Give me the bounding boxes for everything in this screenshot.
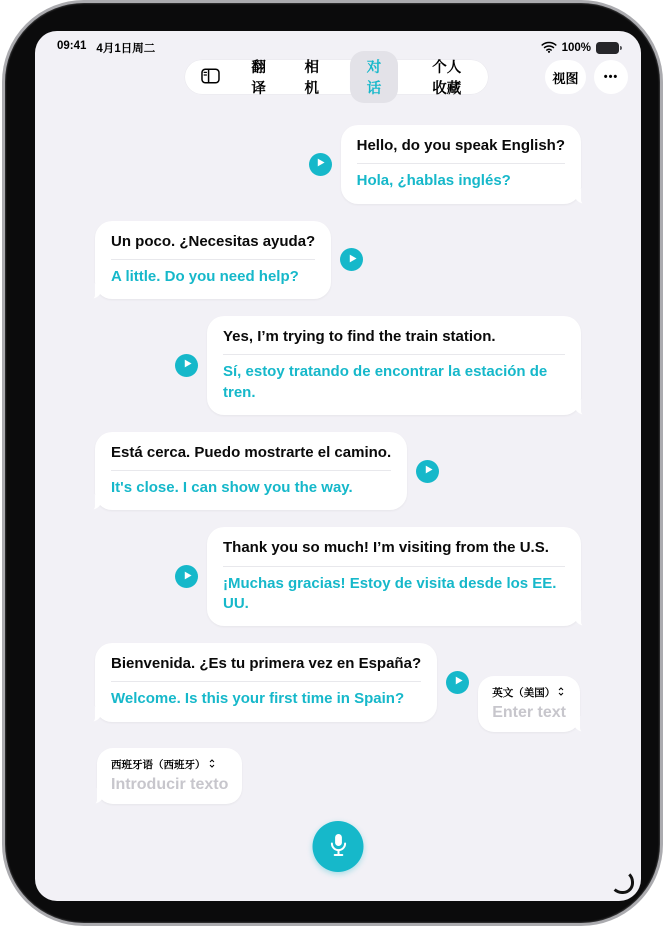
message-translation-text: ¡Muchas gracias! Estoy de visita desde los EE. UU. <box>223 574 557 612</box>
message-bubble[interactable] <box>95 221 331 300</box>
language-selector-english[interactable] <box>492 685 566 700</box>
message-bubble[interactable] <box>341 125 581 204</box>
play-audio-button[interactable] <box>175 354 198 377</box>
bubble-divider <box>111 470 391 471</box>
play-icon <box>421 463 435 479</box>
play-icon <box>180 357 194 373</box>
play-icon <box>180 569 194 585</box>
chevron-up-down-icon <box>558 687 564 699</box>
bubble-divider <box>111 681 421 682</box>
clock-time: 09:41 <box>57 40 87 52</box>
play-audio-button[interactable] <box>416 460 439 483</box>
language-label: 英文（美国） <box>492 687 556 699</box>
play-audio-button[interactable] <box>309 153 332 176</box>
conversation-list <box>35 125 641 722</box>
message-translation-text: A little. Do you need help? <box>111 267 299 285</box>
message-source-text: Hello, do you speak English? <box>356 137 565 154</box>
corner-ornament <box>610 870 634 894</box>
date-text: 4月1日周二 <box>96 43 156 55</box>
message-bubble[interactable] <box>207 316 581 415</box>
message-source-text: Bienvenida. ¿Es tu primera vez en España? <box>111 655 422 672</box>
message-translation-text: Sí, estoy tratando de encontrar la estación de tren. <box>223 363 548 401</box>
battery-icon <box>596 42 619 54</box>
view-button[interactable]: 视图 <box>545 60 586 94</box>
chevron-up-down-icon <box>209 759 215 771</box>
message-row <box>95 316 581 415</box>
dictate-button[interactable] <box>313 821 364 872</box>
message-row <box>95 221 581 300</box>
message-source-text: Un poco. ¿Necesitas ayuda? <box>111 232 316 250</box>
bubble-divider <box>223 354 565 355</box>
input-placeholder: Introducir texto <box>111 776 229 793</box>
message-row <box>95 527 581 626</box>
microphone-icon <box>326 832 350 861</box>
mode-segmented-control <box>185 60 488 97</box>
message-row <box>95 432 581 511</box>
language-label: 西班牙语（西班牙） <box>111 759 206 771</box>
play-audio-button[interactable] <box>446 671 469 694</box>
language-selector-spanish[interactable] <box>111 757 228 772</box>
message-translation-text: Welcome. Is this your first time in Spain? <box>111 690 405 708</box>
status-bar <box>35 39 641 57</box>
tab-conversation[interactable]: 对话 <box>350 51 397 103</box>
play-audio-button[interactable] <box>175 565 198 588</box>
message-translation-text: It's close. I can show you the way. <box>111 479 353 496</box>
ipad-device-frame <box>2 0 663 926</box>
toolbar <box>35 60 641 97</box>
message-source-text: Thank you so much! I’m visiting from the U.S. <box>223 539 549 557</box>
tab-favorites[interactable]: 个人收藏 <box>422 51 472 103</box>
wifi-icon <box>541 41 557 56</box>
message-row <box>95 125 581 204</box>
play-audio-button[interactable] <box>340 248 363 271</box>
message-bubble[interactable] <box>207 527 581 626</box>
message-source-text: Yes, I’m trying to find the train station. <box>223 328 496 345</box>
battery-percent: 100% <box>561 42 591 54</box>
message-translation-text: Hola, ¿hablas inglés? <box>356 172 511 190</box>
more-options-button[interactable]: ••• <box>594 60 628 94</box>
play-icon <box>345 252 359 268</box>
sidebar-icon <box>201 68 220 87</box>
sidebar-toggle-button[interactable] <box>201 68 220 87</box>
play-icon <box>451 674 465 690</box>
input-placeholder: Enter text <box>492 704 566 721</box>
translate-app-screen <box>35 31 641 901</box>
bubble-divider <box>111 259 315 260</box>
text-input-english[interactable] <box>478 676 580 732</box>
bubble-divider <box>357 163 565 164</box>
tab-translate[interactable]: 翻译 <box>244 51 273 103</box>
message-bubble[interactable] <box>95 432 407 511</box>
text-input-spanish[interactable] <box>97 748 242 804</box>
bubble-divider <box>223 566 565 567</box>
message-bubble[interactable] <box>95 643 437 722</box>
play-icon <box>313 156 327 172</box>
tab-camera[interactable]: 相机 <box>297 51 326 103</box>
message-source-text: Está cerca. Puedo mostrarte el camino. <box>111 443 392 461</box>
